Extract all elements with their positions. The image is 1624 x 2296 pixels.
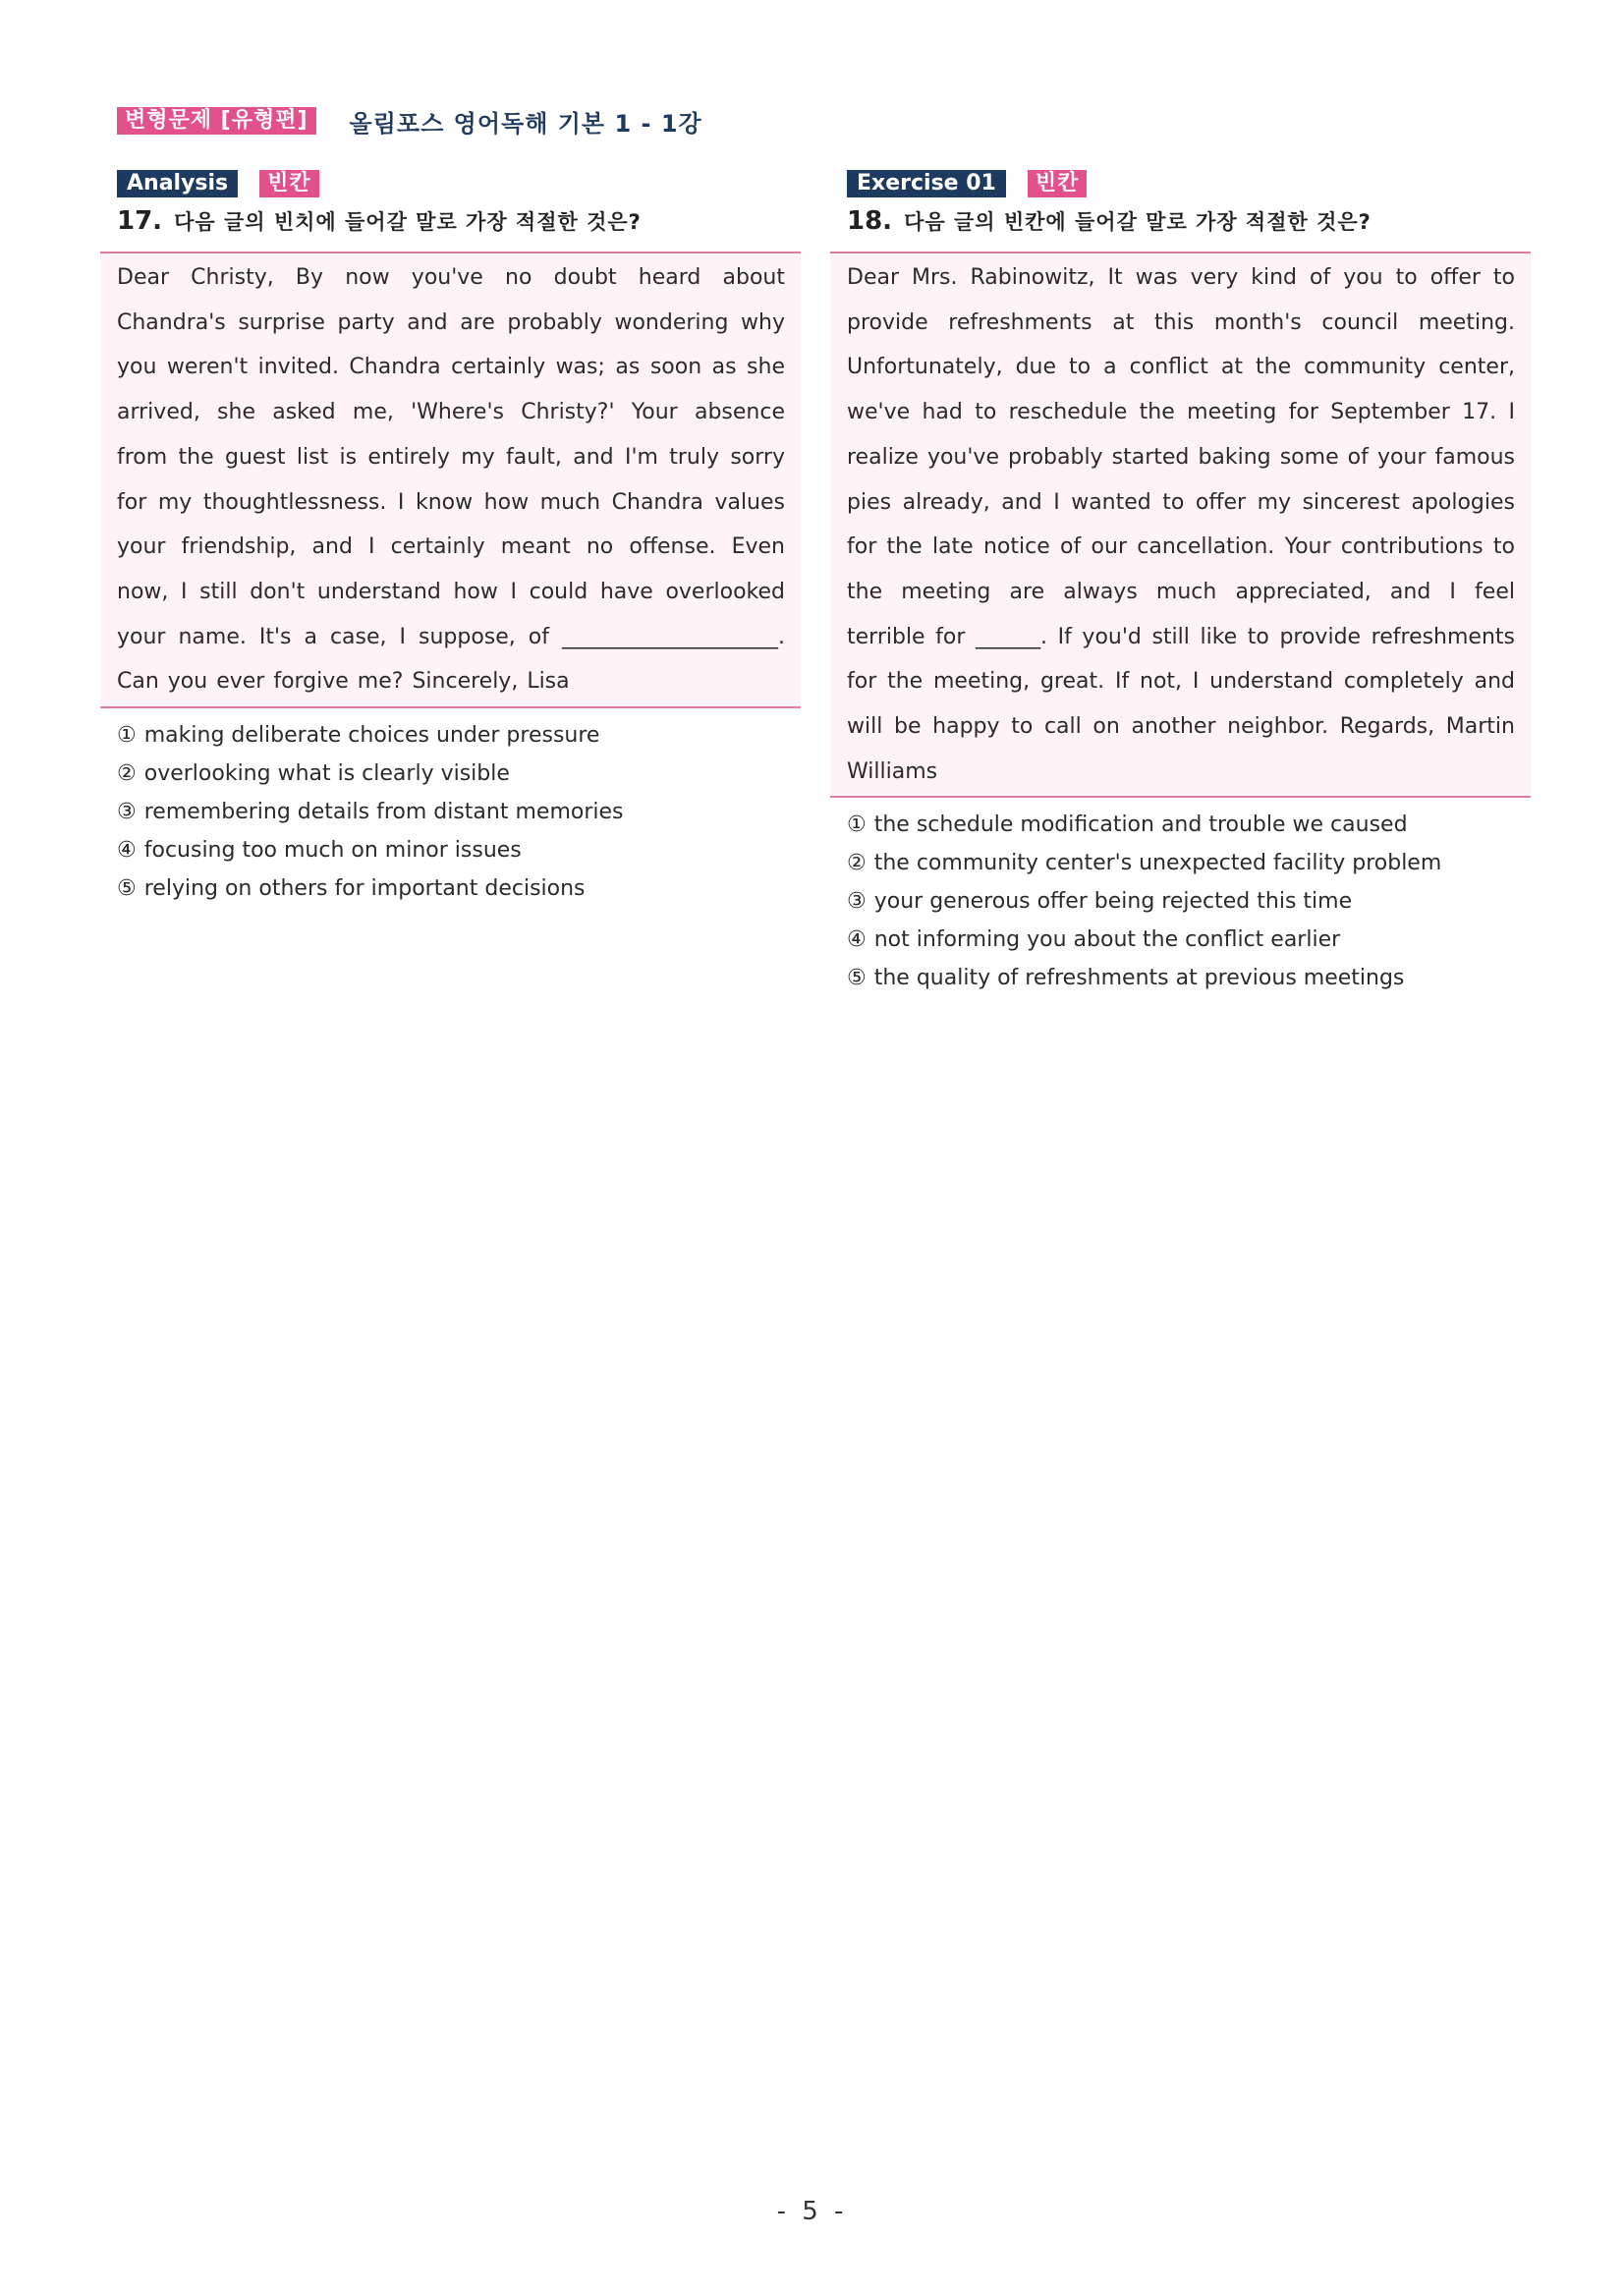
option-item[interactable] <box>117 793 801 831</box>
option-marker: ② <box>847 851 867 876</box>
option-text: your generous offer being rejected this time <box>873 889 1353 915</box>
option-marker: ① <box>117 723 137 749</box>
question-text: 다음 글의 빈치에 들어갈 말로 가장 적절한 것은? <box>174 210 642 234</box>
option-item[interactable] <box>847 882 1531 921</box>
option-marker: ③ <box>117 800 137 825</box>
option-text: focusing too much on minor issues <box>143 838 522 864</box>
question-tags <box>830 170 1531 197</box>
type-tag: 빈칸 <box>259 170 319 197</box>
option-text: the community center's unexpected facility problem <box>873 851 1442 876</box>
option-marker: ① <box>847 812 867 838</box>
question-prompt <box>100 206 801 242</box>
question-number: 18. <box>847 206 893 236</box>
option-marker: ⑤ <box>117 876 137 902</box>
question-17-column <box>100 170 801 908</box>
option-text: relying on others for important decisions <box>143 876 586 902</box>
option-item[interactable] <box>847 844 1531 882</box>
question-number: 17. <box>117 206 163 236</box>
option-item[interactable] <box>847 959 1531 997</box>
question-18-column <box>830 170 1531 997</box>
question-text: 다음 글의 빈칸에 들어갈 말로 가장 적절한 것은? <box>904 210 1372 234</box>
page-title: 올림포스 영어독해 기본 1 - 1강 <box>349 109 702 138</box>
option-text: not informing you about the conflict earlier <box>873 927 1341 953</box>
option-text: making deliberate choices under pressure <box>143 723 600 749</box>
option-item[interactable] <box>117 831 801 869</box>
option-marker: ② <box>117 761 137 787</box>
option-text: overlooking what is clearly visible <box>143 761 510 787</box>
answer-options <box>830 806 1531 997</box>
option-marker: ⑤ <box>847 966 867 991</box>
option-marker: ④ <box>117 838 137 864</box>
question-prompt <box>830 206 1531 242</box>
option-marker: ③ <box>847 889 867 915</box>
option-text: remembering details from distant memories <box>143 800 624 825</box>
type-tag: 빈칸 <box>1028 170 1088 197</box>
option-marker: ④ <box>847 927 867 953</box>
passage-text: Dear Christy, By now you've no doubt heard about Chandra's surprise party and are probably wondering why you weren't invited. Chandra certainly was; as soon as she arrived, she asked me, 'Where's Christy?' Your absence from the guest list is entirely my fault, and I'm truly sorry for my thoughtlessness. I know how much Chandra values your friendship, and I certainly meant no offense. Even now, I still don't understand how I could have overlooked your name. It's a case, I suppose, of ____________________. Can you ever forgive me? Sincerely, Lisa <box>117 265 785 695</box>
variant-tag: 변형문제 [유형편] <box>117 107 316 135</box>
option-text: the quality of refreshments at previous meetings <box>873 966 1405 991</box>
option-item[interactable] <box>847 806 1531 844</box>
analysis-badge: Analysis <box>117 170 238 197</box>
option-item[interactable] <box>117 869 801 908</box>
option-item[interactable] <box>117 755 801 793</box>
page-number: - 5 - <box>776 2197 848 2226</box>
option-item[interactable] <box>847 921 1531 959</box>
answer-options <box>100 716 801 908</box>
question-tags <box>100 170 801 197</box>
exercise-badge: Exercise 01 <box>847 170 1006 197</box>
option-text: the schedule modification and trouble we caused <box>873 812 1408 838</box>
passage-box <box>100 252 801 708</box>
passage-box <box>830 252 1531 798</box>
passage-text: Dear Mrs. Rabinowitz, It was very kind of you to offer to provide refreshments at this month's council meeting. Unfortunately, due to a conflict at the community center, we've had to reschedule the meeting for September 17. I realize you've probably started baking some of your famous pies already, and I wanted to offer my sincerest apologies for the late notice of our cancellation. Your contributions to the meeting are always much appreciated, and I feel terrible for ______. If you'd still like to provide refreshments for the meeting, great. If not, I understand completely and will be happy to call on another neighbor. Regards, Martin Williams <box>847 265 1515 784</box>
option-item[interactable] <box>117 716 801 755</box>
page-header <box>117 104 702 138</box>
